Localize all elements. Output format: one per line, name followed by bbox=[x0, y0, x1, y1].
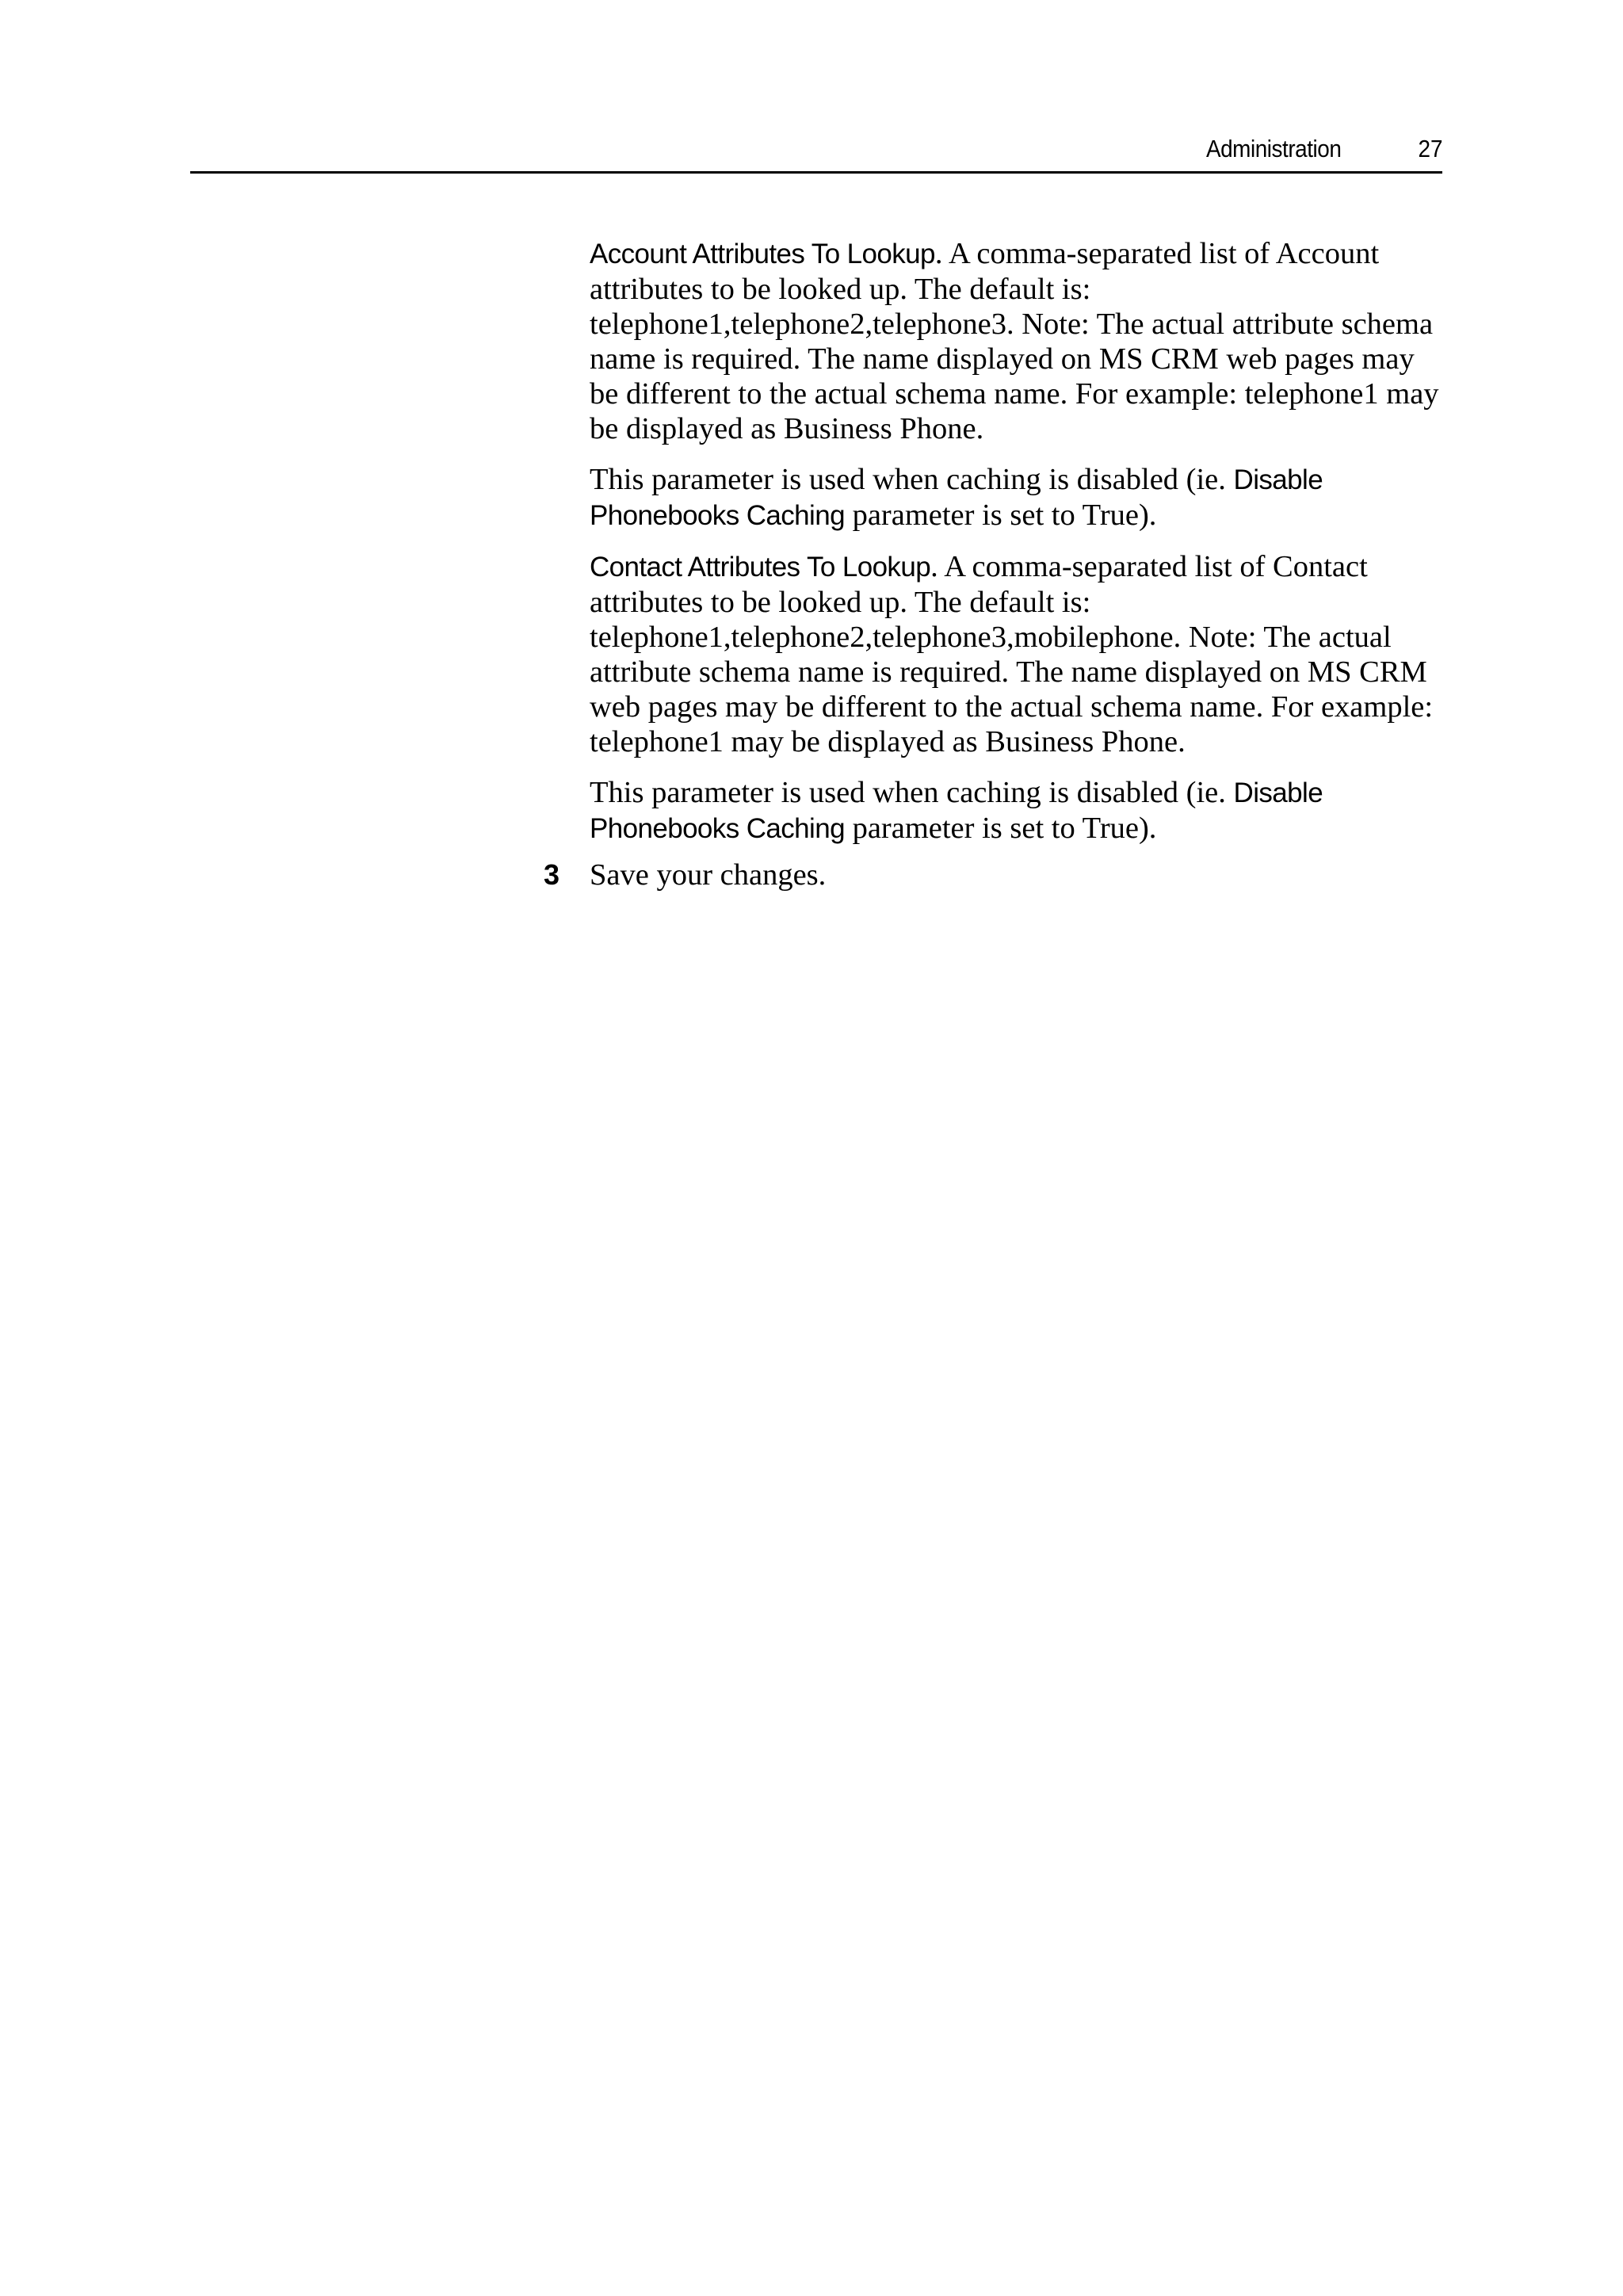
paragraph-caching-note-2 bbox=[590, 775, 1445, 846]
paragraph-caching-note-1 bbox=[590, 462, 1445, 533]
term-disable-caching-1: Disable Phonebooks Caching bbox=[590, 464, 1323, 531]
step-number: 3 bbox=[544, 858, 560, 891]
page-header bbox=[190, 133, 1442, 174]
description-contact-attributes: . A comma-separated list of Contact attributes to be looked up. The default is: telephone1,telephone2,telephone3,mobilephone. Note: The actual attribute schema name is required. The name displayed on MS CRM web pages may be different to the actual schema name. For example: telephone1 may be displayed as Business Phone. bbox=[590, 550, 1434, 758]
caching-note-1-after: parameter is set to True). bbox=[844, 499, 1157, 532]
header-section-title: Administration bbox=[1205, 135, 1341, 162]
term-disable-caching-2: Disable Phonebooks Caching bbox=[590, 777, 1323, 844]
paragraph-account-attributes bbox=[590, 236, 1445, 446]
term-account-attributes: Account Attributes To Lookup bbox=[590, 239, 935, 269]
caching-note-2-after: parameter is set to True). bbox=[844, 812, 1157, 845]
page-number: 27 bbox=[1417, 135, 1442, 162]
paragraph-contact-attributes bbox=[590, 549, 1445, 759]
caching-note-1-before: This parameter is used when caching is disabled (ie. bbox=[590, 463, 1234, 496]
caching-note-2-before: This parameter is used when caching is disabled (ie. bbox=[590, 776, 1234, 809]
description-account-attributes: . A comma-separated list of Account attributes to be looked up. The default is: telephone1,telephone2,telephone3. Note: The actual attribute schema name is required. The name displayed on MS CRM web pages may be different to the actual schema name. For example: telephone1 may be displayed as Business Phone. bbox=[590, 237, 1439, 445]
body-content bbox=[590, 236, 1445, 862]
term-contact-attributes: Contact Attributes To Lookup bbox=[590, 552, 931, 583]
step-text: Save your changes. bbox=[590, 858, 827, 892]
